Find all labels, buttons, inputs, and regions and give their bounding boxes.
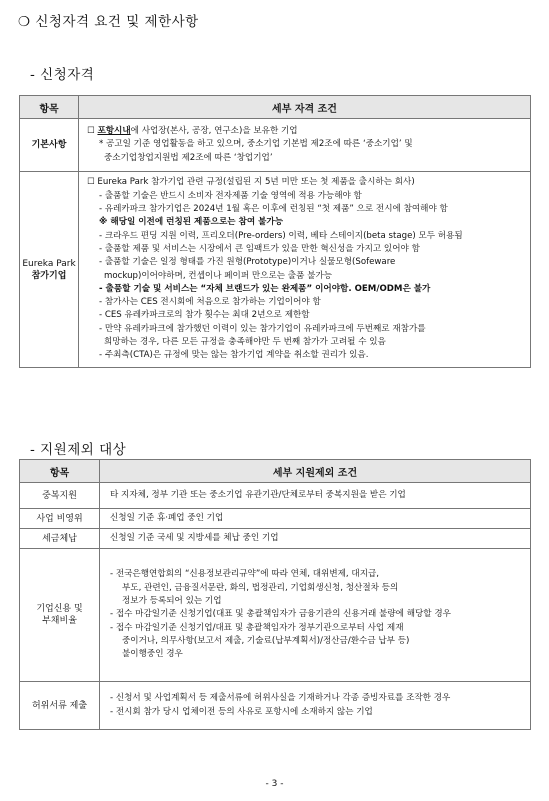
detail-line: - 전시회 참가 당시 업체이전 등의 사유로 포항시에 소재하지 않는 기업 [110, 706, 373, 717]
city-name: 포항시내 [97, 126, 131, 137]
detail-line: - 출품할 기술은 반드시 소비자 전자제품 기술 영역에 적용 가능해야 함 [99, 190, 362, 201]
eligibility-table [19, 95, 531, 368]
col-header-detail: 세부 자격 조건 [79, 96, 531, 119]
exclusion-table [19, 459, 531, 730]
detail-line: 불이행중인 경우 [122, 649, 183, 660]
detail-line: ☐ Eureka Park 참가기업 관련 규정(설립된 지 5년 미만 또는 첫 제품을 출시하는 회사) [87, 177, 415, 188]
table-row [20, 509, 531, 529]
label-line: 부채비율 [42, 616, 77, 626]
section-heading-eligibility: - 신청자격 [30, 67, 95, 83]
detail-line [87, 125, 526, 138]
detail-line: - 크라우드 편딩 지원 이력, 프리오더(Pre-orders) 이력, 베타 스테이지(beta stage) 모두 허용됨 [99, 230, 463, 241]
detail-line: 중소기업창업지원법 제2조에 따른 ‘창업기업’ [104, 152, 273, 163]
detail-line: - 접수 마감일기준 신청기업(대표 및 총괄책임자가 금융기관의 신용거래 불량에 해당할 경우 [110, 609, 451, 620]
detail-text: 에 사업장(본사, 공장, 연구소)을 보유한 기업 [130, 126, 298, 137]
detail-line: 타 지자체, 정부 기관 또는 중소기업 유관기관/단체로부터 중복지원을 받은 기업 [110, 489, 406, 500]
table-row [20, 119, 531, 172]
col-header-item: 항목 [20, 96, 79, 119]
detail-line: 부도, 관련인, 금융질서문란, 화의, 법정관리, 기업회생신청, 청산절차 등의 [122, 582, 399, 593]
row-detail-basic [79, 119, 531, 172]
detail-line: - 출품할 기술 및 서비스는 “자체 브랜드가 있는 완제품” 이어야함. OEM/ODM은 불가 [99, 283, 431, 294]
table-row [20, 682, 531, 730]
row-detail [100, 483, 531, 509]
page-title: ❍ 신청자격 요건 및 제한사항 [18, 14, 199, 30]
row-label: 세금체납 [20, 529, 100, 549]
section-heading-exclusions: - 지원제외 대상 [30, 442, 127, 458]
detail-line: - 전국은행연합회의 “신용정보관리규약”에 따라 연체, 대위변제, 대지급, [110, 569, 380, 580]
row-label: 사업 비영위 [20, 509, 100, 529]
detail-line: 정보가 등록되어 있는 기업 [122, 596, 222, 607]
detail-line: - CES 유레카파크로의 참가 횟수는 최대 2년으로 제한함 [99, 310, 310, 321]
row-detail [100, 549, 531, 682]
detail-line: * 공고일 기준 영업활동을 하고 있으며, 중소기업 기본법 제2조에 따른 ‘중소기업’ 및 [99, 139, 413, 150]
detail-line: - 신청서 및 사업계획서 등 제출서류에 허위사실을 기재하거나 각종 증빙자료를 조작한 경우 [110, 693, 451, 704]
col-header-detail: 세부 지원제외 조건 [100, 460, 531, 483]
table-header-row [20, 460, 531, 483]
detail-line: 신청일 기준 휴·폐업 중인 기업 [110, 512, 224, 523]
row-detail [100, 509, 531, 529]
detail-line: - 유레카파크 참가기업은 2024년 1월 혹은 이후에 런칭된 “첫 제품” 으로 전시에 참여해야 함 [99, 204, 448, 215]
row-label: 중복지원 [20, 483, 100, 509]
row-label-basic: 기본사항 [20, 119, 79, 172]
table-row [20, 172, 531, 368]
detail-line: ※ 해당일 이전에 런칭된 제품으로는 참여 불가능 [99, 217, 284, 228]
label-line: 참가기업 [31, 270, 67, 281]
label-line: 기업신용 및 [36, 604, 83, 614]
detail-line: - 참가사는 CES 전시회에 처음으로 참가하는 기업이어야 함 [99, 297, 321, 308]
label-line: Eureka Park [22, 258, 76, 269]
page-number: - 3 - [265, 779, 284, 789]
table-row [20, 549, 531, 682]
detail-line: - 만약 유레카파크에 참가했던 이력이 있는 참가기업이 유레카파크에 두번째로 재참가를 [99, 323, 426, 334]
row-label-eureka [20, 172, 79, 368]
detail-line: mockup)이어야하며, 컨셉이나 페이퍼 만으로는 출품 불가능 [104, 270, 333, 281]
detail-line: - 출품할 제품 및 서비스는 시장에서 큰 임팩트가 있을 만한 혁신성을 가지고 있어야 함 [99, 243, 420, 254]
table-row [20, 483, 531, 509]
table-header-row [20, 96, 531, 119]
detail-line: - 주최측(CTA)은 규정에 맞는 않는 참가기업 계약을 취소할 권리가 있음. [99, 350, 369, 361]
detail-line: 신청일 기준 국세 및 지방세를 체납 중인 기업 [110, 532, 279, 543]
table-row [20, 529, 531, 549]
row-detail [100, 682, 531, 730]
detail-line: - 접수 마감일기준 신청기업/대표 및 총괄책임자가 정부기관으로부터 사업 제재 [110, 622, 404, 633]
detail-line: 중이거나, 의무사항(보고서 제출, 기술료(납부계획서)/정산금/환수금 납부 등) [122, 635, 410, 646]
checkbox-glyph: ☐ [87, 126, 98, 137]
col-header-item: 항목 [20, 460, 100, 483]
row-detail-eureka [79, 172, 531, 368]
detail-line: - 출품할 기술은 일정 형태를 가진 원형(Prototype)이거나 실물모형(Sofeware [99, 257, 396, 268]
row-label: 허위서류 제출 [20, 682, 100, 730]
row-label [20, 549, 100, 682]
detail-line: 희망하는 경우, 다른 모든 규정을 충족해야만 두 번째 참가가 고려될 수 있음 [104, 336, 386, 347]
row-detail [100, 529, 531, 549]
